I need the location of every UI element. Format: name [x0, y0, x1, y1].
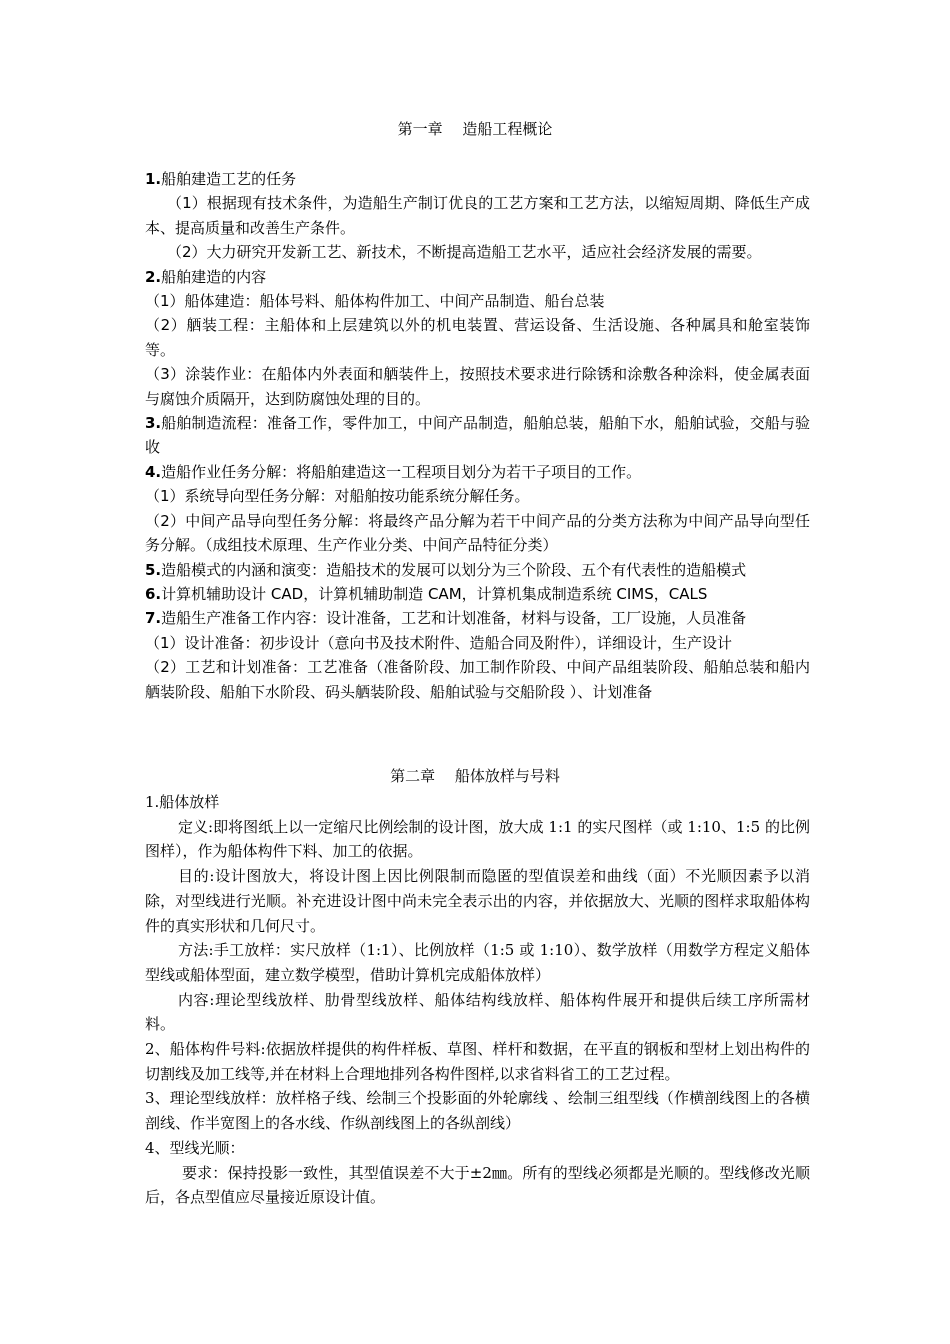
list-item: 5.造船模式的内涵和演变：造船技术的发展可以划分为三个阶段、五个有代表性的造船模式	[145, 560, 747, 579]
list-item: 1.船体放样	[145, 793, 220, 811]
chapter-1-body	[145, 167, 810, 704]
list-item: 要求：保持投影一致性，其型值误差不大于±2㎜。所有的型线必须都是光顺的。型线修改光顺后，各点型值应尽量接近原设计值。	[145, 1163, 810, 1207]
list-item: 7.造船生产准备工作内容：设计准备，工艺和计划准备，材料与设备，工厂设施，人员准备	[145, 609, 747, 628]
list-item: （1）船体建造：船体号料、船体构件加工、中间产品制造、船台总装	[145, 292, 605, 311]
list-item: （2）中间产品导向型任务分解：将最终产品分解为若干中间产品的分类方法称为中间产品导向型任务分解。（成组技术原理、生产作业分类、中间产品特征分类）	[145, 511, 810, 555]
list-item: 目的:设计图放大，将设计图上因比例限制而隐匿的型值误差和曲线（面）不光顺因素予以消除，对型线进行光顺。补充进设计图中尚未完全表示出的内容，并依据放大、光顺的图样求取船体构件的真实形状和几何尺寸。	[145, 867, 810, 935]
list-item: （2）大力研究开发新工艺、新技术，不断提高造船工艺水平，适应社会经济发展的需要。	[167, 243, 762, 262]
list-item: 3、理论型线放样：放样格子线、绘制三个投影面的外轮廓线 、绘制三组型线（作横剖线图上的各横剖线、作半宽图上的各水线、作纵剖线图上的各纵剖线）	[145, 1089, 810, 1133]
list-item: 1.船舶建造工艺的任务	[145, 170, 297, 188]
chapter-2-title: 第二章 船体放样与号料	[390, 767, 560, 785]
list-item: 4.造船作业任务分解：将船舶建造这一工程项目划分为若干子项目的工作。	[145, 462, 642, 481]
list-item: （1）系统导向型任务分解：对船舶按功能系统分解任务。	[145, 487, 530, 506]
list-item: 内容:理论型线放样、肋骨型线放样、船体结构线放样、船体构件展开和提供后续工序所需材料。	[145, 990, 810, 1034]
list-item: 3.船舶制造流程：准备工作，零件加工，中间产品制造，船舶总装，船舶下水，船舶试验，交船与验收	[145, 414, 810, 457]
list-item: （3）涂装作业：在船体内外表面和舾装件上，按照技术要求进行除锈和涂敷各种涂料，使金属表面与腐蚀介质隔开，达到防腐蚀处理的目的。	[145, 365, 810, 408]
list-item: （2）工艺和计划准备：工艺准备（准备阶段、加工制作阶段、中间产品组装阶段、船舶总装和船内舾装阶段、船舶下水阶段、码头舾装阶段、船舶试验与交船阶段 ）、计划准备	[145, 658, 810, 701]
list-item: （2）舾装工程：主船体和上层建筑以外的机电装置、营运设备、生活设施、各种属具和舱室装饰等。	[145, 316, 810, 359]
list-item: 2、船体构件号料:依据放样提供的构件样板、草图、样杆和数据，在平直的钢板和型材上划出构件的切割线及加工线等,并在材料上合理地排列各构件图样,以求省料省工的工艺过程。	[145, 1040, 810, 1083]
chapter-2-body	[145, 790, 810, 1210]
list-item: 2.船舶建造的内容	[145, 267, 267, 286]
list-item: （1）根据现有技术条件，为造船生产制订优良的工艺方案和工艺方法，以缩短周期、降低生产成本、提高质量和改善生产条件。	[145, 194, 810, 237]
list-item: 6.计算机辅助设计 CAD，计算机辅助制造 CAM，计算机集成制造系统 CIMS，CALS	[145, 584, 708, 603]
list-item: 4、型线光顺：	[145, 1138, 245, 1157]
chapter-1-title: 第一章 造船工程概论	[397, 120, 553, 138]
list-item: 方法:手工放样：实尺放样（1:1）、比例放样（1:5 或 1:10）、数学放样（用数学方程定义船体型线或船体型面，建立数学模型，借助计算机完成船体放样）	[145, 941, 810, 984]
list-item: （1）设计准备：初步设计（意向书及技术附件、造船合同及附件），详细设计，生产设计	[145, 633, 733, 652]
list-item: 定义:即将图纸上以一定缩尺比例绘制的设计图，放大成 1:1 的实尺图样（或 1:10、1:5 的比例图样），作为船体构件下料、加工的依据。	[145, 817, 810, 861]
